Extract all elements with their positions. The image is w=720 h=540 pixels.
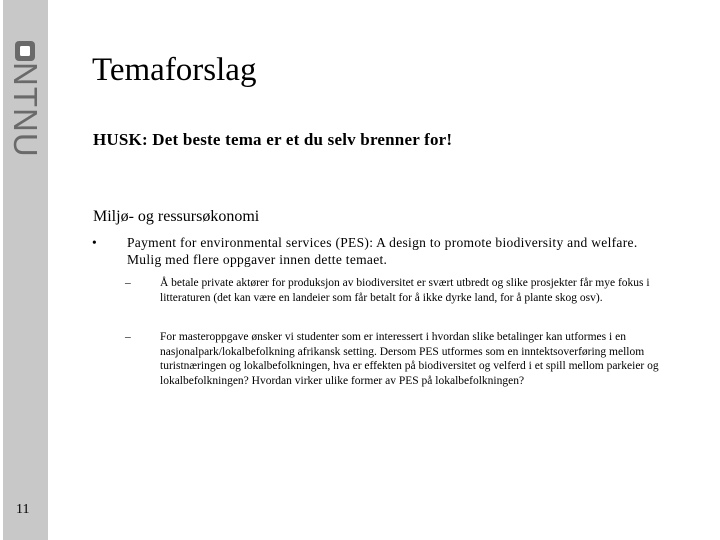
sidebar-edge [47, 0, 48, 540]
slide-subtitle: HUSK: Det beste tema er et du selv brenner for! [93, 130, 453, 149]
sidebar [0, 0, 48, 540]
sub-bullet-text: Å betale private aktører for produksjon av biodiversitet er svært utbredt og slike prosjekter får mye fokus i litteraturen (det kan være en landeier som får betalt for å ikke dyrke land, for å plante skog osv). [160, 277, 650, 304]
bullet-text: Payment for environmental services (PES): A design to promote biodiversity and welfare. Mulig med flere oppgaver innen dette temaet. [127, 235, 638, 267]
sub-bullet-marker: – [125, 331, 131, 343]
slide-title: Temaforslag [92, 52, 257, 88]
sub-bullet-text: For masteroppgave ønsker vi studenter som er interessert i hvordan slike betalinger kan utformes i en nasjonalpark/lokalbefolkning afrikansk setting. Dersom PES utformes som en inntektsoverføring mellom turistnæringen og lokalbefolkningen, hva er effekten på biodiversitet og velferd i et spill mellom parkeier og lokalbefolkningen? Hvordan virker ulike former av PES på lokalbefolkningen? [160, 331, 659, 388]
bullet-marker: • [92, 235, 98, 250]
ntnu-logo-icon [14, 40, 36, 62]
ntnu-logo-text: NTNU [7, 62, 44, 158]
section-heading: Miljø- og ressursøkonomi [93, 208, 260, 225]
sub-bullet-marker: – [125, 277, 131, 289]
page-number: 11 [16, 502, 30, 517]
